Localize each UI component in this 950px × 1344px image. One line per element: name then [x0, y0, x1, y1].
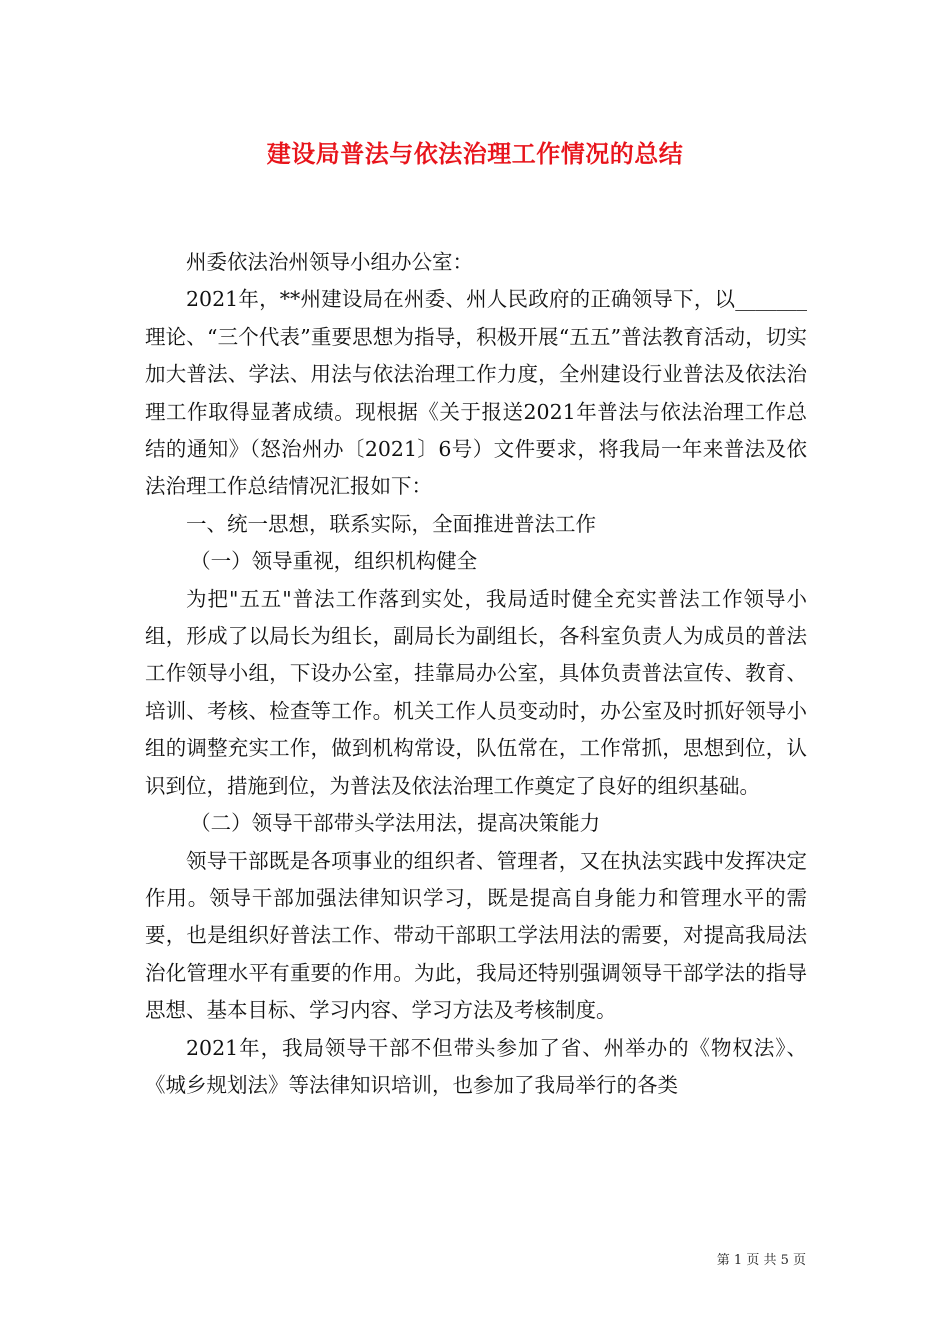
paragraph-organization: 为把"五五"普法工作落到实处，我局适时健全充实普法工作领导小组，形成了以局长为组长，副局长为副组长，各科室负责人为成员的普法工作领导小组，下设办公室，挂靠局办公室，具体负责普法宣传、教育、培训、考核、检查等工作。机关工作人员变动时，办公室及时抓好领导小组的调整充实工作，做到机构常设，队伍常在，工作常抓，思想到位，认识到位，措施到位，为普法及依法治理工作奠定了良好的组织基础。 — [145, 586, 807, 798]
subsection-heading-1: （一）领导重视，组织机构健全 — [190, 549, 478, 574]
paragraph-leadership: 领导干部既是各项事业的组织者、管理者，又在执法实践中发挥决定作用。领导干部加强法律知识学习，既是提高自身能力和管理水平的需要，也是组织好普法工作、带动干部职工学法用法的需要，对提高我局法治化管理水平有重要的作用。为此，我局还特别强调领导干部学法的指导思想、基本目标、学习内容、学习方法及考核制度。 — [145, 848, 807, 1023]
salutation: 州委依法治州领导小组办公室： — [186, 250, 473, 274]
section-heading-1: 一、统一思想，联系实际，全面推进普法工作 — [186, 511, 596, 536]
paragraph-training: 2021年，我局领导干部不但带头参加了省、州举办的《物权法》、《城乡规划法》等法律知识培训，也参加了我局举行的各类 — [145, 1035, 807, 1097]
paragraph-intro: 2021年，**州建设局在州委、州人民政府的正确领导下，以_______理论、“三个代表”重要思想为指导，积极开展“五五”普法教育活动，切实加大普法、学法、用法与依法治理工作力度，全州建设行业普法及依法治理工作取得显著成绩。现根据《关于报送2021年普法与依法治理工作总结的通知》（怒治州办〔2021〕6号）文件要求，将我局一年来普法及依法治理工作总结情况汇报如下： — [145, 287, 807, 499]
page-number-footer: 第 1 页 共 5 页 — [716, 1253, 806, 1268]
document-body — [145, 244, 807, 1104]
subsection-heading-2: （二）领导干部带头学法用法，提高决策能力 — [190, 811, 601, 836]
document-title: 建设局普法与依法治理工作情况的总结 — [266, 139, 684, 168]
